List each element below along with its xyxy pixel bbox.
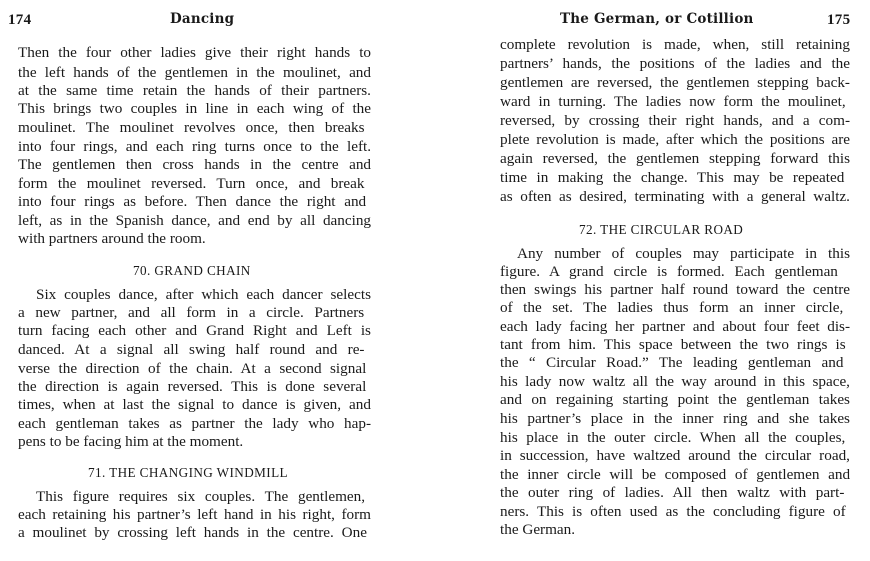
text-line: figure. A grand circle is formed. Each gentleman xyxy=(500,263,838,280)
text-line: ners. This is often used as the concluding figure of xyxy=(500,503,846,520)
text-line: with partners around the room. xyxy=(18,230,206,247)
section-heading: 70. GRAND CHAIN xyxy=(133,263,251,278)
text-line: plete revolution is made, after which the positions are xyxy=(500,131,851,148)
text-line: reversed, by crossing their right hands, and a com- xyxy=(500,112,850,129)
running-head: Dancing xyxy=(170,11,235,27)
text-line: left, as in the Spanish dance, and end by all dancing xyxy=(18,212,372,229)
text-line: danced. At a signal all swing half round and re- xyxy=(18,341,365,358)
text-line: the left hands of the gentlemen in the moulinet, and xyxy=(18,64,371,81)
text-line: into four rings as before. Then dance the right and xyxy=(18,193,367,210)
text-line: each lady facing her partner and about four feet dis- xyxy=(500,318,851,335)
right-page xyxy=(435,0,870,561)
text-line: in succession, have waltzed around the circular road, xyxy=(500,447,850,464)
text-line: into four rings, and each ring turns once to the left. xyxy=(18,138,372,155)
text-line: form the moulinet reversed. Turn once, and break xyxy=(18,175,365,192)
text-line: as often as desired, terminating with a general waltz. xyxy=(500,188,850,205)
text-line: the German. xyxy=(500,521,576,538)
text-line: verse the direction of the chain. At a second signal xyxy=(18,360,367,377)
text-line: then swings his partner half round toward the centre xyxy=(500,281,850,298)
text-line: The gentlemen then cross hands in the centre and xyxy=(18,156,372,173)
text-line: This brings two couples in line in each wing of the xyxy=(18,100,372,117)
section-heading: 71. THE CHANGING WINDMILL xyxy=(88,465,288,480)
text-line: This figure requires six couples. The gentlemen, xyxy=(36,488,366,505)
text-line: again reversed, the gentlemen stepping forward this xyxy=(500,150,851,167)
text-line: the inner circle will be composed of gentlemen and xyxy=(500,466,851,483)
text-line: a moulinet by crossing left hands in the centre. One xyxy=(18,524,367,541)
text-line: moulinet. The moulinet revolves once, then breaks xyxy=(18,119,365,136)
text-line: a new partner, and all form in a circle. Partners xyxy=(18,304,365,321)
text-line: his place in the outer circle. When all the couples, xyxy=(500,429,846,446)
text-line: his partner’s place in the inner ring and she takes xyxy=(500,410,850,427)
running-head: The German, or Cotillion xyxy=(560,11,754,27)
text-line: time in making the change. This may be repeated xyxy=(500,169,845,186)
page-number: 175 xyxy=(827,12,851,28)
text-line: the outer ring of ladies. All then waltz with part- xyxy=(500,484,845,501)
text-line: complete revolution is made, when, still retaining xyxy=(500,36,850,53)
text-line: Any number of couples may participate in this xyxy=(517,245,850,262)
text-line: pens to be facing him at the moment. xyxy=(18,433,244,450)
text-line: Then the four other ladies give their right hands to xyxy=(18,44,372,61)
text-line: each gentleman takes as partner the lady who hap- xyxy=(18,415,372,432)
text-line: gentlemen are reversed, the gentlemen stepping back- xyxy=(500,74,850,91)
text-line: the direction is again reversed. This is done several xyxy=(18,378,367,395)
section-heading: 72. THE CIRCULAR ROAD xyxy=(579,222,744,237)
text-line: Six couples dance, after which each dancer selects xyxy=(36,286,371,303)
text-line: of the set. The ladies thus form an inner circle, xyxy=(500,299,844,316)
text-line: ward in turning. The ladies now form the moulinet, xyxy=(500,93,846,110)
text-line: times, when at last the signal to dance is given, and xyxy=(18,396,371,413)
text-line: partners’ hands, the positions of the ladies and the xyxy=(500,55,851,72)
text-line: tant from him. This space between the two rings is xyxy=(500,336,846,353)
text-line: the “ Circular Road.” The leading gentleman and xyxy=(500,354,844,371)
text-line: each retaining his partner’s left hand in his right, form xyxy=(18,506,371,523)
page-number: 174 xyxy=(8,12,32,28)
text-line: his lady now waltz all the way around in this space, xyxy=(500,373,850,390)
text-line: at the same time retain the hands of their partners. xyxy=(18,82,371,99)
text-line: turn facing each other and Grand Right and Left is xyxy=(18,322,371,339)
text-line: and on regaining starting point the gentleman takes xyxy=(500,391,850,408)
